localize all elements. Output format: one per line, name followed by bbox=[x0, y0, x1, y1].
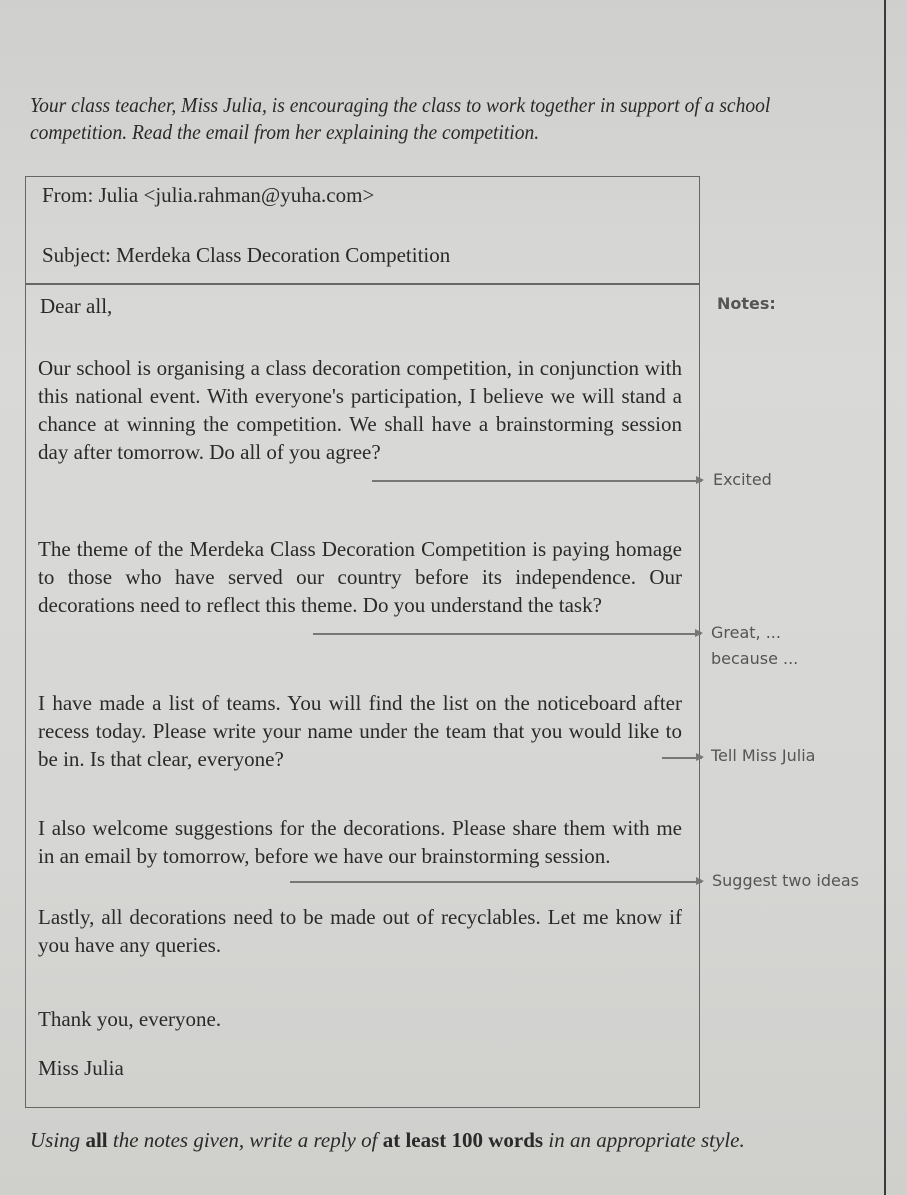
note-excited: Excited bbox=[713, 470, 772, 489]
email-signature: Miss Julia bbox=[38, 1056, 124, 1080]
instruction-text: the notes given, write a reply of bbox=[107, 1128, 383, 1152]
email-paragraph-3: I have made a list of teams. You will find the list on the noticeboard after recess today. Please write your name under the team that you would like to be in. Is that clear, everyone? bbox=[38, 691, 682, 771]
instruction-emphasis: all bbox=[85, 1128, 108, 1152]
email-paragraph-1: Our school is organising a class decoration competition, in conjunction with this national event. With everyone's participation, I believe we will stand a chance at winning the competition. We shall have a brainstorming session day after tomorrow. Do all of you agree? bbox=[38, 356, 682, 464]
email-closing: Thank you, everyone. bbox=[38, 1007, 222, 1031]
note-suggest-two-ideas: Suggest two ideas bbox=[712, 871, 859, 890]
arrow-icon bbox=[662, 757, 702, 759]
task-intro: Your class teacher, Miss Julia, is encouraging the class to work together in support of a school competition. Read the email from her explaining the competition. bbox=[30, 93, 771, 144]
email-box bbox=[25, 176, 700, 1108]
task-instruction bbox=[30, 1128, 745, 1153]
email-greeting: Dear all, bbox=[40, 294, 113, 318]
notes-label: Notes: bbox=[717, 294, 776, 313]
arrow-icon bbox=[313, 633, 701, 635]
email-subject: Subject: Merdeka Class Decoration Competition bbox=[42, 243, 451, 267]
email-paragraph-2: The theme of the Merdeka Class Decoration Competition is paying homage to those who have served our country before its independence. Our decorations need to reflect this theme. Do you understand the task? bbox=[38, 537, 682, 617]
email-from: From: Julia <julia.rahman@yuha.com> bbox=[42, 183, 375, 207]
note-tell-miss-julia: Tell Miss Julia bbox=[711, 746, 816, 765]
page-edge bbox=[884, 0, 886, 1195]
note-because: because ... bbox=[711, 649, 799, 668]
note-great: Great, ... bbox=[711, 623, 781, 642]
instruction-emphasis: at least 100 words bbox=[382, 1128, 544, 1152]
instruction-text: in an appropriate style. bbox=[543, 1128, 745, 1152]
instruction-text: Using bbox=[30, 1128, 86, 1152]
email-paragraph-4: I also welcome suggestions for the decorations. Please share them with me in an email by tomorrow, before we have our brainstorming session. bbox=[38, 816, 682, 868]
arrow-icon bbox=[372, 480, 702, 482]
email-header-divider bbox=[25, 283, 700, 285]
arrow-icon bbox=[290, 881, 702, 883]
email-paragraph-5: Lastly, all decorations need to be made out of recyclables. Let me know if you have any queries. bbox=[38, 905, 682, 957]
